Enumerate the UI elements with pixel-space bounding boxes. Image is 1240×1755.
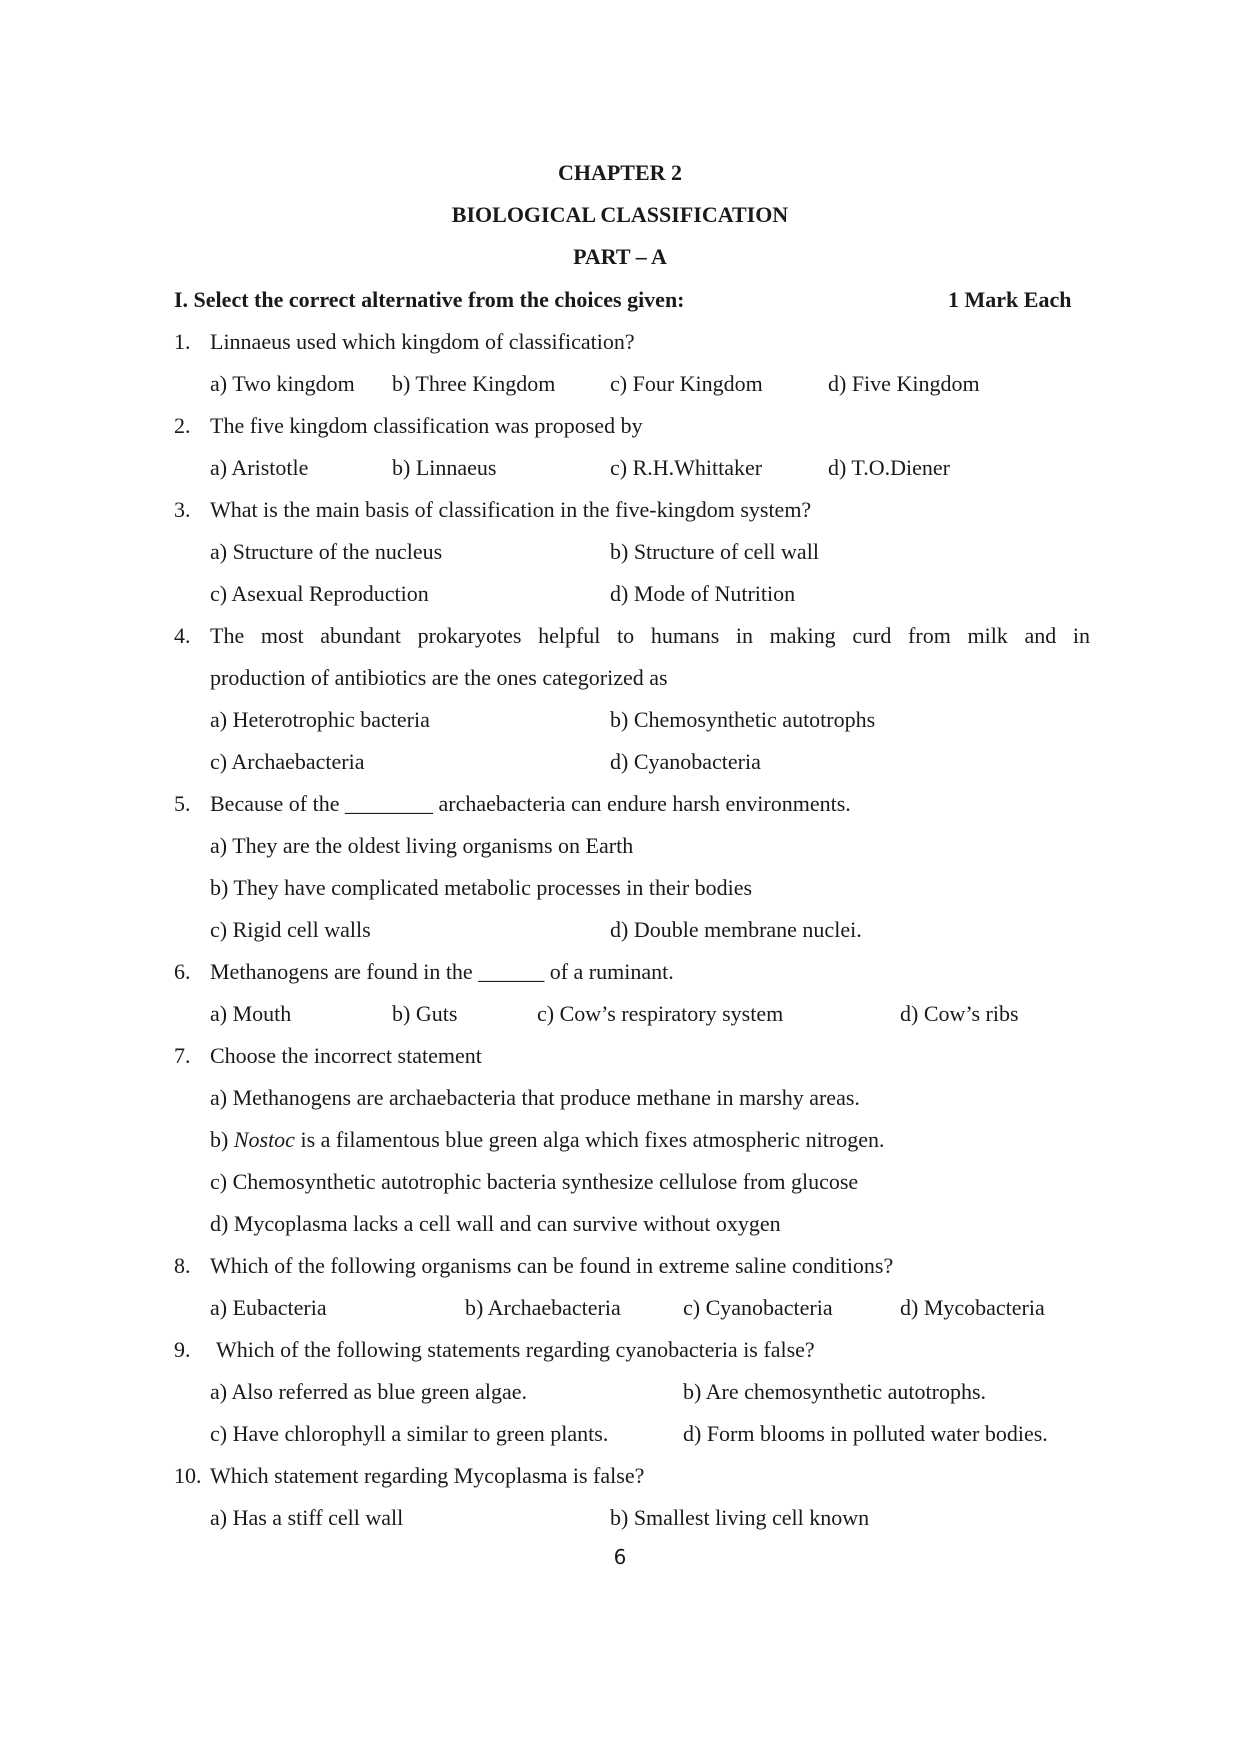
question-text: Choose the incorrect statement — [210, 1043, 482, 1068]
option: b) Three Kingdom — [392, 371, 556, 396]
option: a) They are the oldest living organisms on Earth — [210, 833, 634, 858]
option: c) Archaebacteria — [210, 749, 365, 774]
option: b) Guts — [392, 1001, 458, 1026]
option: b) Smallest living cell known — [610, 1505, 870, 1530]
question-number: 4. — [174, 623, 191, 648]
option: d) Form blooms in polluted water bodies. — [683, 1421, 1048, 1446]
question-text: Linnaeus used which kingdom of classification? — [210, 329, 635, 354]
question-text-line-1: The most abundant prokaryotes helpful to humans in making curd from milk and in — [210, 623, 1090, 648]
chapter-title: BIOLOGICAL CLASSIFICATION — [451, 202, 789, 227]
option: a) Structure of the nucleus — [210, 539, 443, 564]
option: d) Mycoplasma lacks a cell wall and can survive without oxygen — [210, 1211, 781, 1236]
question-number: 7. — [174, 1043, 191, 1068]
option: b) Are chemosynthetic autotrophs. — [683, 1379, 987, 1404]
option: a) Two kingdom — [210, 371, 355, 396]
option: d) Double membrane nuclei. — [610, 917, 862, 942]
question-text: Which of the following organisms can be found in extreme saline conditions? — [210, 1253, 894, 1278]
option: c) Chemosynthetic autotrophic bacteria synthesize cellulose from glucose — [210, 1169, 859, 1194]
option — [210, 1126, 885, 1154]
option: c) Cyanobacteria — [683, 1295, 833, 1320]
question-number: 2. — [174, 413, 191, 438]
option: d) Cow’s ribs — [900, 1001, 1019, 1026]
marks-label: 1 Mark Each — [948, 287, 1072, 312]
option: d) Five Kingdom — [828, 371, 980, 396]
option: b) Linnaeus — [392, 455, 497, 480]
option: d) Cyanobacteria — [610, 749, 761, 774]
option: c) Four Kingdom — [610, 371, 763, 396]
option: c) R.H.Whittaker — [610, 455, 763, 480]
option: a) Heterotrophic bacteria — [210, 707, 430, 732]
option: c) Cow’s respiratory system — [537, 1001, 784, 1026]
option: c) Rigid cell walls — [210, 917, 371, 942]
option: a) Aristotle — [210, 455, 309, 480]
question-number: 9. — [174, 1337, 191, 1362]
option: a) Also referred as blue green algae. — [210, 1379, 528, 1404]
option: c) Have chlorophyll a similar to green plants. — [210, 1421, 609, 1446]
question-number: 5. — [174, 791, 191, 816]
question-number: 8. — [174, 1253, 191, 1278]
question-number: 10. — [174, 1463, 202, 1488]
question-number: 1. — [174, 329, 191, 354]
option: c) Asexual Reproduction — [210, 581, 429, 606]
question-text: Which of the following statements regarding cyanobacteria is false? — [216, 1337, 815, 1362]
chapter-heading: CHAPTER 2 — [557, 160, 683, 185]
question-text-line-2: production of antibiotics are the ones categorized as — [210, 665, 668, 690]
option: a) Mouth — [210, 1001, 292, 1026]
option: d) T.O.Diener — [828, 455, 950, 480]
option: d) Mode of Nutrition — [610, 581, 796, 606]
question-number: 6. — [174, 959, 191, 984]
question-number: 3. — [174, 497, 191, 522]
option: d) Mycobacteria — [900, 1295, 1045, 1320]
option-rest: is a filamentous blue green alga which fixes atmospheric nitrogen. — [294, 1127, 885, 1152]
option: b) Archaebacteria — [465, 1295, 621, 1320]
option-prefix: b) — [210, 1127, 234, 1152]
part-heading: PART – A — [573, 244, 667, 269]
section-instruction: I. Select the correct alternative from the choices given: — [174, 287, 685, 312]
option: a) Has a stiff cell wall — [210, 1505, 404, 1530]
option: b) Chemosynthetic autotrophs — [610, 707, 876, 732]
question-text: What is the main basis of classification in the five-kingdom system? — [210, 497, 812, 522]
option: a) Eubacteria — [210, 1295, 327, 1320]
option: a) Methanogens are archaebacteria that produce methane in marshy areas. — [210, 1085, 860, 1110]
option: b) Structure of cell wall — [610, 539, 819, 564]
page-number: 6 — [613, 1545, 627, 1569]
question-text: The five kingdom classification was proposed by — [210, 413, 643, 438]
question-text: Because of the ________ archaebacteria can endure harsh environments. — [210, 791, 851, 816]
question-text: Methanogens are found in the ______ of a ruminant. — [210, 959, 674, 984]
italic-term: Nostoc — [233, 1127, 295, 1152]
question-text: Which statement regarding Mycoplasma is false? — [210, 1463, 645, 1488]
option: b) They have complicated metabolic processes in their bodies — [210, 875, 753, 900]
